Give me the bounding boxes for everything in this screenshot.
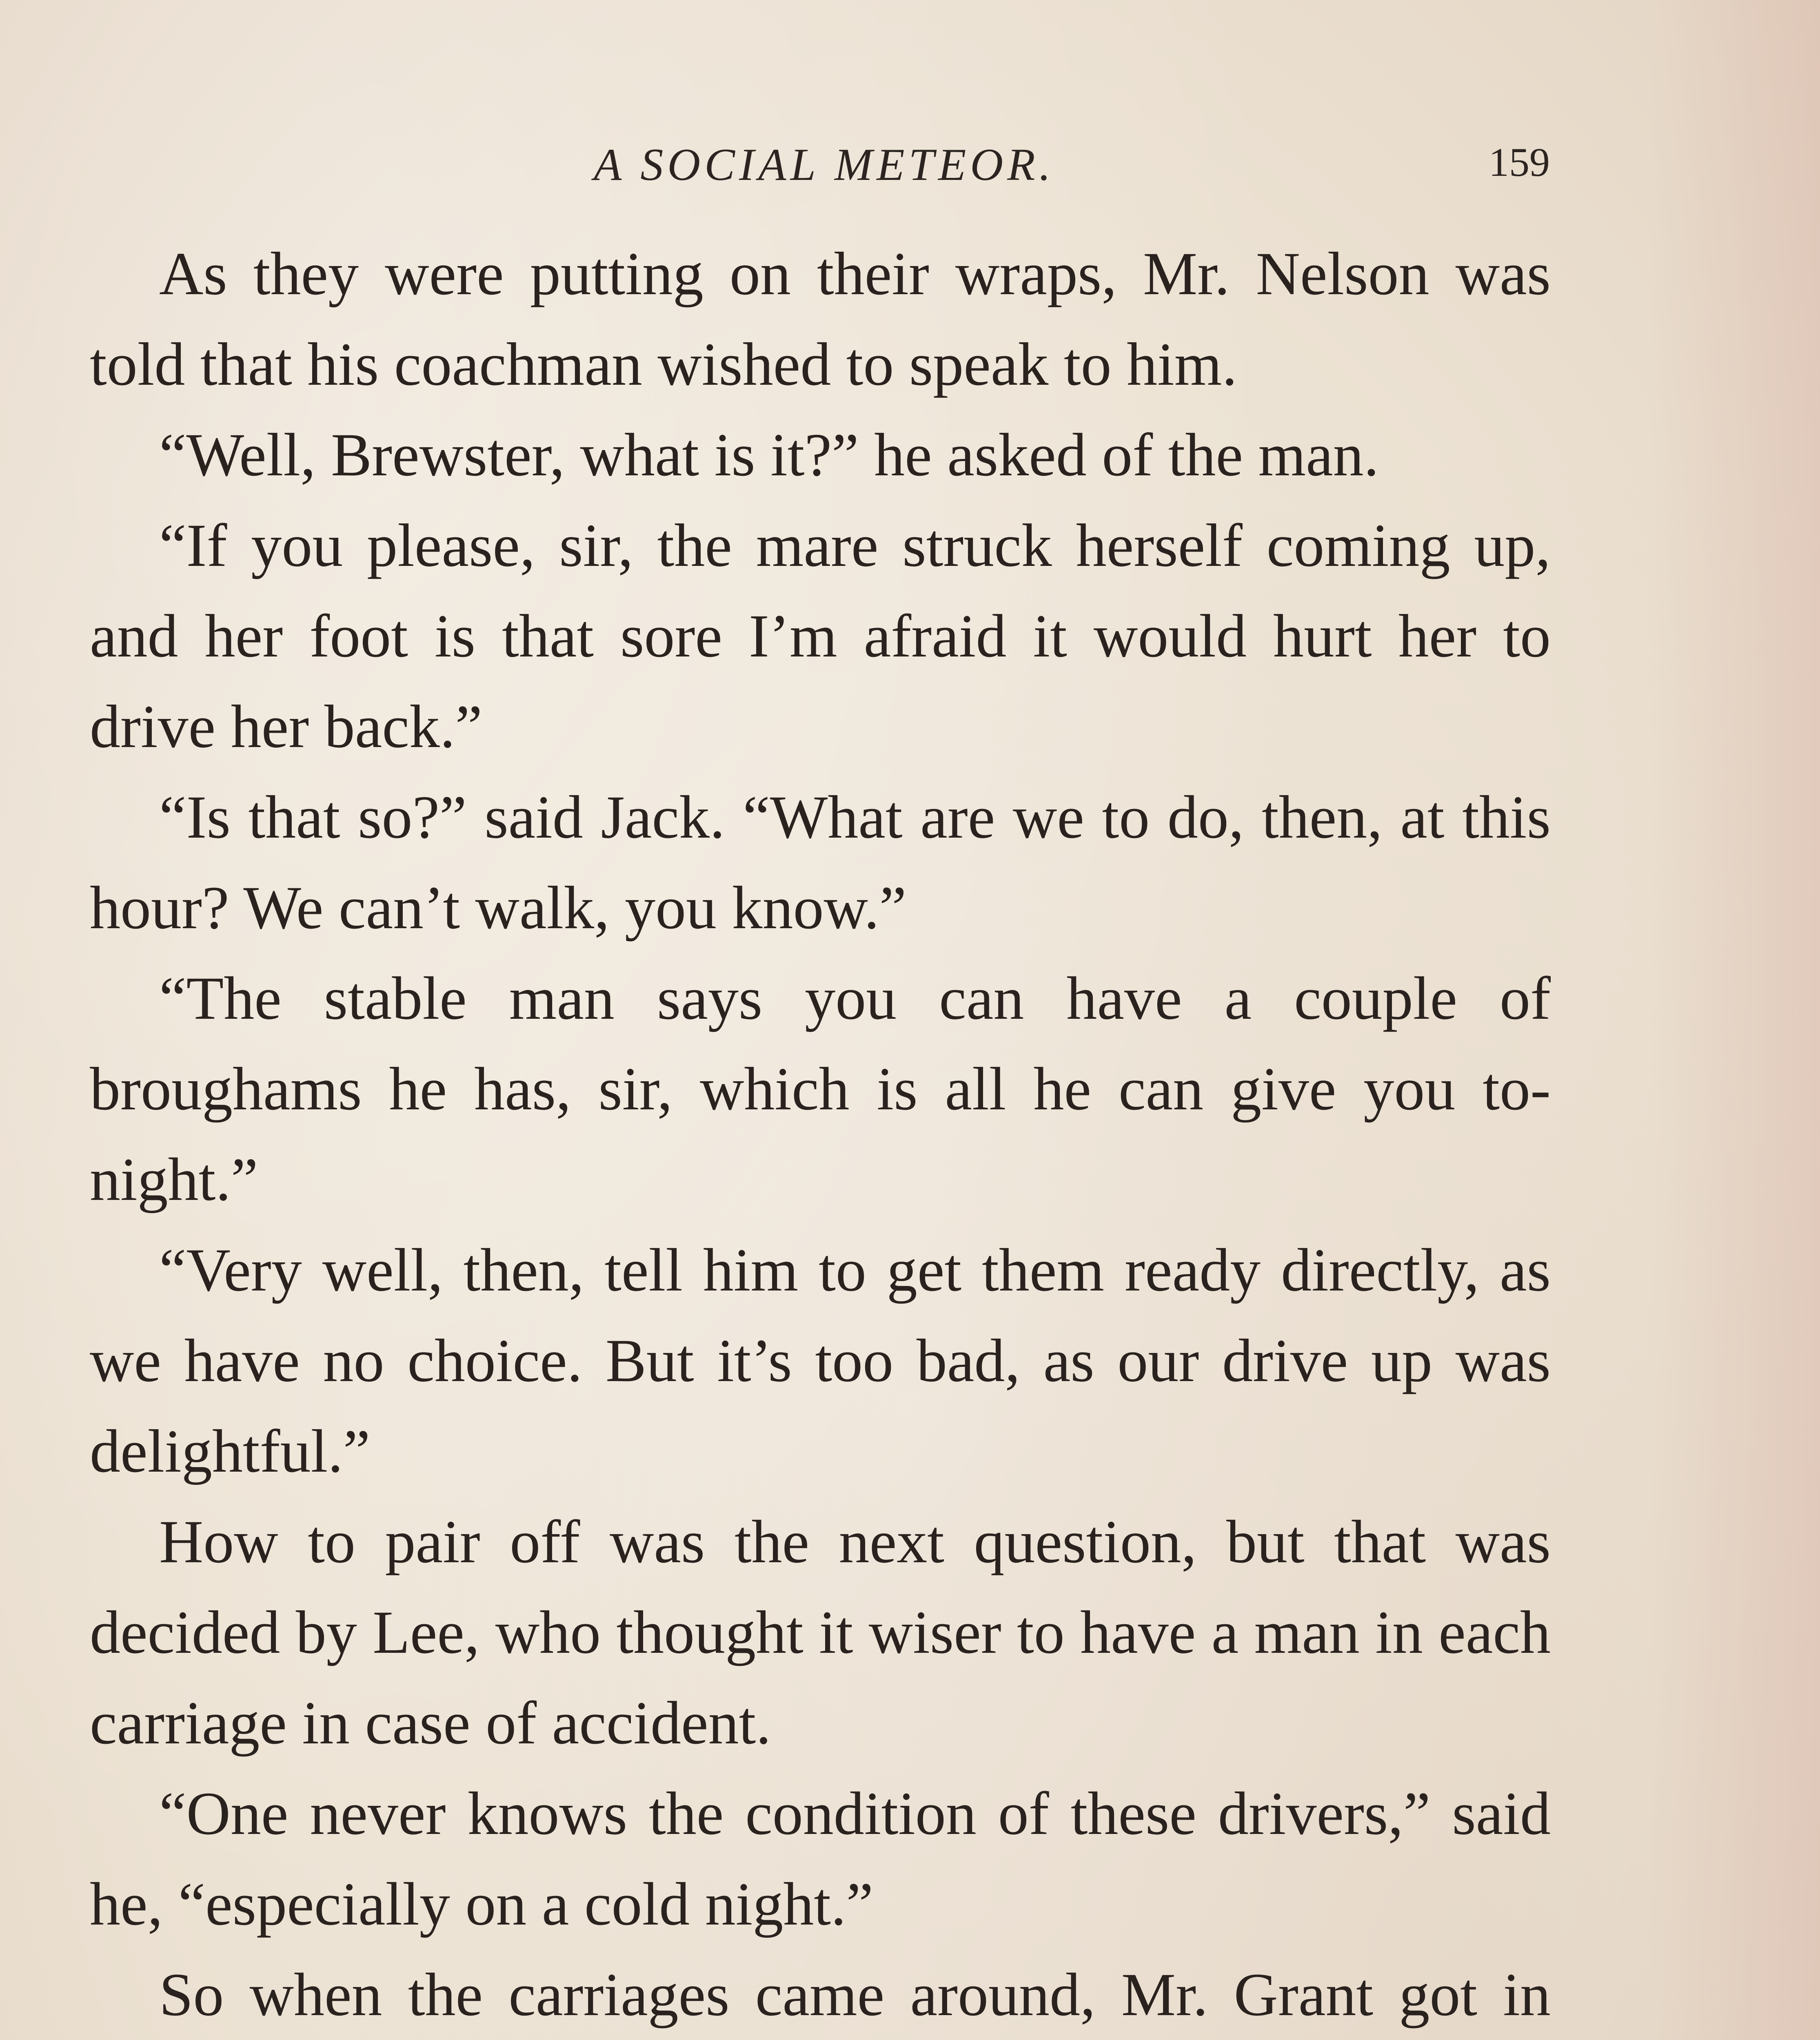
paragraph: “Well, Brewster, what is it?” he asked of the man. [159, 421, 1379, 489]
running-title: A SOCIAL METEOR. [594, 140, 1055, 190]
paragraph: “If you please, sir, the mare struck herself coming up, and her foot is that sore I’m afraid it would hurt her to drive her back.” [90, 512, 1551, 761]
paragraph: “The stable man says you can have a couple of broughams he has, sir, which is all he can give you to-night.” [90, 965, 1551, 1213]
page-edge-shading [1649, 0, 1820, 2040]
body-text [90, 228, 1551, 2040]
page-header [0, 139, 1820, 204]
paragraph: “Is that so?” said Jack. “What are we to do, then, at this hour? We can’t walk, you know.” [90, 783, 1551, 942]
paragraph: As they were putting on their wraps, Mr. Nelson was told that his coachman wished to speak to him. [90, 240, 1551, 398]
paragraph: “Very well, then, tell him to get them ready directly, as we have no choice. But it’s too bad, as our drive up was delightful.” [90, 1236, 1551, 1485]
paragraph: How to pair off was the next question, but that was decided by Lee, who thought it wiser to have a man in each carriage in case of accident. [90, 1508, 1551, 1757]
paragraph: So when the carriages came around, Mr. Grant got in [159, 1961, 1551, 2029]
page-number: 159 [1489, 140, 1550, 185]
paragraph: “One never knows the condition of these drivers,” said he, “especially on a cold night.” [90, 1780, 1551, 1938]
